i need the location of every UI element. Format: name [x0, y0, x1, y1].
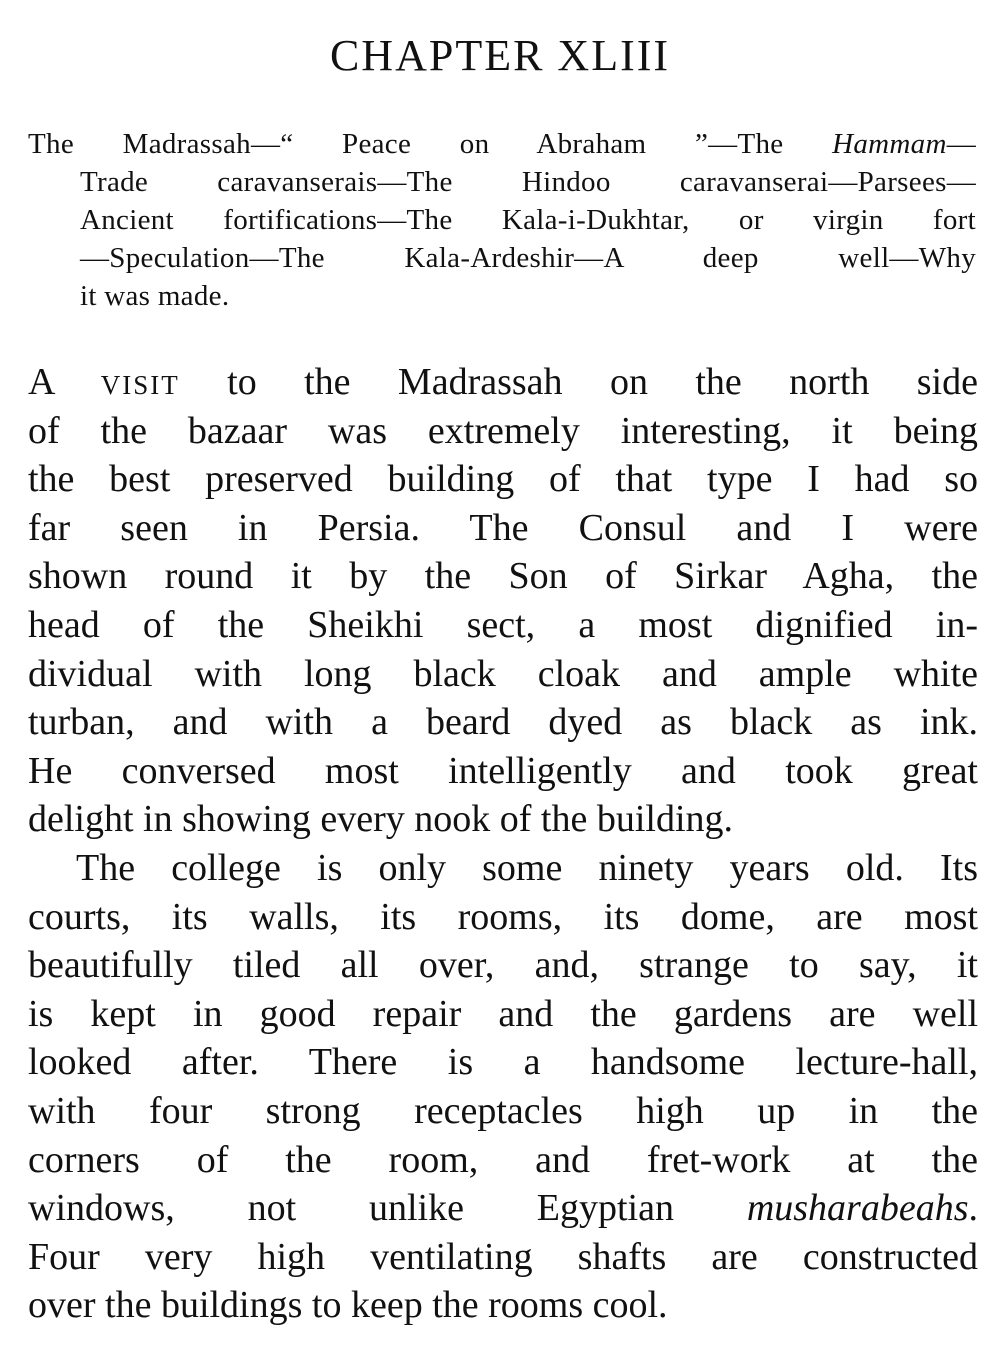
body-text-run: . — [968, 1187, 978, 1230]
body-line — [28, 1184, 978, 1233]
body-line: over the buildings to keep the rooms cool. — [28, 1284, 668, 1327]
summary-text: The Madrassah—“ Peace on Abraham ”—The — [28, 128, 833, 160]
body-line: delight in showing every nook of the building. — [28, 798, 734, 841]
body-line: He conversed most intelligently and took great — [28, 749, 978, 792]
body-line: corners of the room, and fret-work at the — [28, 1138, 978, 1181]
body-line — [28, 358, 978, 407]
body-line: shown round it by the Son of Sirkar Agha, the — [28, 555, 978, 598]
body-line: Four very high ventilating shafts are constructed — [28, 1235, 978, 1278]
body-line: head of the Sheikhi sect, a most dignified in- — [28, 603, 978, 646]
body-text-run: A — [28, 361, 101, 403]
summary-line — [28, 125, 976, 163]
body-text-run: windows, not unlike Egyptian — [28, 1187, 747, 1230]
body-line: with four strong receptacles high up in the — [28, 1089, 978, 1132]
body-line: is kept in good repair and the gardens are well — [28, 992, 978, 1035]
chapter-summary — [28, 125, 976, 315]
summary-text: — — [946, 128, 976, 160]
summary-italic-term: Hammam — [832, 128, 947, 160]
body-text — [28, 358, 978, 1330]
body-line: The college is only some ninety years old. Its — [76, 846, 978, 889]
body-line: the best preserved building of that type I had so — [28, 458, 978, 501]
summary-line: it was made. — [80, 280, 230, 312]
small-caps-word: visit — [100, 361, 180, 403]
body-line: beautifully tiled all over, and, strange to say, it — [28, 944, 978, 987]
italic-term: musharabeahs — [746, 1187, 969, 1230]
summary-line: —Speculation—The Kala-Ardeshir—A deep well—Why — [80, 242, 976, 274]
body-line: of the bazaar was extremely interesting, it being — [28, 409, 978, 452]
body-line: looked after. There is a handsome lecture-hall, — [28, 1041, 978, 1084]
body-line: far seen in Persia. The Consul and I were — [28, 506, 978, 549]
body-line: dividual with long black cloak and ample white — [28, 652, 978, 695]
chapter-title: CHAPTER XLIII — [329, 31, 671, 80]
body-text-run: to the Madrassah on the north side — [179, 361, 978, 403]
body-line: turban, and with a beard dyed as black as ink. — [28, 701, 978, 744]
summary-line: Ancient fortifications—The Kala-i-Dukhtar, or virgin fort — [80, 204, 976, 236]
summary-line: Trade caravanserais—The Hindoo caravanserai—Parsees— — [80, 166, 976, 198]
body-line: courts, its walls, its rooms, its dome, are most — [28, 895, 978, 938]
